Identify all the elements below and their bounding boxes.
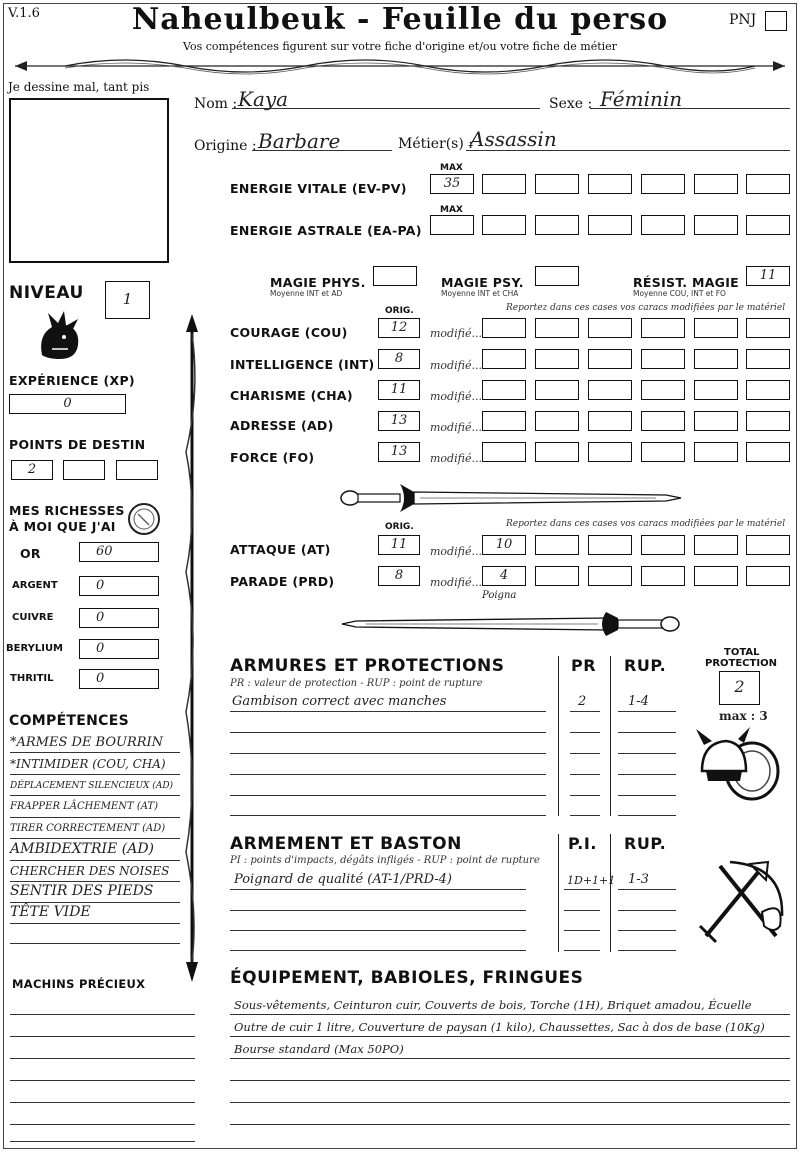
- magie-psy-sub: Moyenne INT et CHA: [441, 289, 519, 298]
- carac-mod-box[interactable]: [588, 349, 632, 369]
- attaque-label: ATTAQUE (AT): [230, 542, 331, 557]
- combat-orig-label: ORIG.: [385, 522, 414, 532]
- resist-magie-sub: Moyenne COU, INT et FO: [633, 289, 726, 298]
- weapons-icon: [690, 856, 790, 946]
- competence-line: [10, 795, 180, 796]
- carac-label-ad: ADRESSE (AD): [230, 418, 334, 433]
- arme-name[interactable]: Poignard de qualité (AT-1/PRD-4): [234, 872, 452, 887]
- sword-icon: [336, 604, 686, 644]
- berylium-box[interactable]: [79, 639, 159, 659]
- metier-field[interactable]: Assassin: [470, 127, 557, 151]
- arme-line: [230, 889, 526, 890]
- carac-mod-box[interactable]: [746, 442, 790, 462]
- armure-pr-line: [570, 815, 600, 816]
- competence-item[interactable]: TÊTE VIDE: [10, 904, 91, 920]
- parade-mod-box[interactable]: [588, 566, 632, 586]
- armures-col-divider: [558, 656, 559, 816]
- equipement-line: [230, 1014, 790, 1015]
- metier-label: Métier(s) :: [398, 136, 473, 152]
- carac-value-fo: 13: [390, 444, 408, 459]
- xp-box[interactable]: [9, 394, 126, 414]
- sword-icon: [336, 478, 686, 518]
- armure-rup-line: [618, 732, 676, 733]
- portrait-box[interactable]: [9, 98, 169, 263]
- competence-line: [10, 817, 180, 818]
- nom-field[interactable]: Kaya: [238, 87, 289, 111]
- berylium-label: BERYLIUM: [6, 643, 64, 654]
- ea-label: ENERGIE ASTRALE (EA-PA): [230, 223, 422, 238]
- carac-mod-box[interactable]: [641, 380, 685, 400]
- carac-mod-box[interactable]: [588, 380, 632, 400]
- ev-box-6[interactable]: [746, 174, 790, 194]
- caracs-orig-label: ORIG.: [385, 306, 414, 316]
- origine-field[interactable]: Barbare: [258, 129, 341, 153]
- arme-pi-line: [564, 889, 600, 890]
- modifie-label: modifié...: [430, 327, 482, 340]
- niveau-value: 1: [122, 290, 133, 308]
- ev-max-value: 35: [443, 176, 461, 191]
- arme-line: [230, 930, 526, 931]
- carac-mod-box[interactable]: [746, 380, 790, 400]
- modifie-label: modifié...: [430, 452, 482, 465]
- arme-pi-line: [564, 910, 600, 911]
- argent-label: ARGENT: [12, 580, 58, 591]
- carac-mod-box[interactable]: [694, 380, 738, 400]
- carac-orig-box-cha[interactable]: [378, 380, 420, 400]
- total-protection-label-1: TOTAL: [724, 647, 760, 658]
- magie-phys-box[interactable]: [373, 266, 417, 286]
- parade-mod-box[interactable]: [641, 566, 685, 586]
- armure-pr[interactable]: 2: [578, 694, 587, 709]
- carac-label-int: INTELLIGENCE (INT): [230, 357, 375, 372]
- armure-rup-line: [618, 815, 676, 816]
- ev-box-4[interactable]: [641, 174, 685, 194]
- modifie-label: modifié...: [430, 545, 482, 558]
- machins-line: [10, 1141, 195, 1142]
- equipement-line: [230, 1102, 790, 1103]
- cuivre-box[interactable]: [79, 608, 159, 628]
- arme-rup-line: [618, 950, 676, 951]
- machins-line: [10, 1014, 195, 1015]
- ea-box-2[interactable]: [535, 215, 579, 235]
- carac-mod-box[interactable]: [482, 380, 526, 400]
- modifie-label: modifié...: [430, 390, 482, 403]
- armure-line: [230, 795, 546, 796]
- armure-rup-line: [618, 753, 676, 754]
- carac-mod-box[interactable]: [535, 318, 579, 338]
- parade-mod-box[interactable]: [482, 566, 526, 586]
- competence-item[interactable]: *INTIMIDER (COU, CHA): [10, 757, 166, 771]
- arme-pi-line: [564, 930, 600, 931]
- staff-icon: [180, 312, 204, 984]
- carac-mod-box[interactable]: [482, 318, 526, 338]
- ea-box-5[interactable]: [694, 215, 738, 235]
- competence-item[interactable]: AMBIDEXTRIE (AD): [10, 841, 155, 857]
- pnj-checkbox[interactable]: [765, 11, 787, 31]
- portrait-caption: Je dessine mal, tant pis: [8, 80, 150, 94]
- niveau-label: NIVEAU: [9, 283, 84, 303]
- machins-label: MACHINS PRÉCIEUX: [12, 977, 146, 991]
- destin-box-3[interactable]: [116, 460, 158, 480]
- page-subtitle: Vos compétences figurent sur votre fiche d'origine et/ou votre fiche de métier: [183, 40, 617, 53]
- armure-name[interactable]: Gambison correct avec manches: [232, 694, 447, 709]
- armure-line: [230, 774, 546, 775]
- armure-rup-line: [618, 795, 676, 796]
- armures-pr-header: PR: [571, 656, 597, 675]
- carac-orig-box-cou[interactable]: [378, 318, 420, 338]
- carac-mod-box[interactable]: [482, 349, 526, 369]
- ea-box-3[interactable]: [588, 215, 632, 235]
- carac-mod-box[interactable]: [588, 411, 632, 431]
- competence-line: [10, 838, 180, 839]
- carac-mod-box[interactable]: [535, 411, 579, 431]
- armement-col-divider: [558, 834, 559, 952]
- ev-box-2[interactable]: [535, 174, 579, 194]
- competence-item[interactable]: DÉPLACEMENT SILENCIEUX (AD): [10, 781, 174, 791]
- armure-pr-line: [570, 795, 600, 796]
- competence-item[interactable]: FRAPPER LÂCHEMENT (AT): [10, 801, 158, 812]
- attaque-mod-box[interactable]: [588, 535, 632, 555]
- total-protection-label-2: PROTECTION: [705, 658, 777, 669]
- competence-item[interactable]: CHERCHER DES NOISES: [10, 864, 170, 878]
- armure-pr-line: [570, 774, 600, 775]
- equipement-title: ÉQUIPEMENT, BABIOLES, FRINGUES: [230, 968, 584, 988]
- armure-line: [230, 711, 546, 712]
- cuivre-label: CUIVRE: [12, 612, 54, 623]
- armure-pr-line: [570, 711, 600, 712]
- modifie-label: modifié...: [430, 359, 482, 372]
- competence-line: [10, 923, 180, 924]
- carac-label-fo: FORCE (FO): [230, 450, 315, 465]
- competence-line: [10, 943, 180, 944]
- parade-mod-box[interactable]: [694, 566, 738, 586]
- thritil-box[interactable]: [79, 669, 159, 689]
- carac-orig-box-fo[interactable]: [378, 442, 420, 462]
- carac-mod-box[interactable]: [694, 349, 738, 369]
- ev-max-box[interactable]: [430, 174, 474, 194]
- competence-item[interactable]: SENTIR DES PIEDS: [10, 883, 154, 899]
- attaque-orig-box[interactable]: [378, 535, 420, 555]
- parade-orig-box[interactable]: [378, 566, 420, 586]
- armement-sub: PI : points d'impacts, dégâts infligés - RUP : point de rupture: [230, 855, 540, 866]
- armures-title: ARMURES ET PROTECTIONS: [230, 656, 505, 676]
- competence-line: [10, 902, 180, 903]
- arme-rup-line: [618, 889, 676, 890]
- arme-rup-line: [618, 910, 676, 911]
- carac-mod-box[interactable]: [694, 442, 738, 462]
- page-title: Naheulbeuk - Feuille du perso: [131, 2, 669, 37]
- ev-label: ENERGIE VITALE (EV-PV): [230, 181, 407, 196]
- max-protection-label: max : 3: [719, 709, 768, 723]
- competence-item[interactable]: TIRER CORRECTEMENT (AD): [10, 823, 166, 834]
- destin-box-1[interactable]: [11, 460, 53, 480]
- richesses-label-2: À MOI QUE J'AI: [9, 519, 116, 534]
- combat-note: Reportez dans ces cases vos caracs modifiées par le matériel: [506, 519, 786, 529]
- attaque-mod-box[interactable]: [746, 535, 790, 555]
- ev-box-5[interactable]: [694, 174, 738, 194]
- carac-value-int: 8: [394, 351, 404, 366]
- caracs-note: Reportez dans ces cases vos caracs modifiées par le matériel: [506, 303, 786, 313]
- total-protection-box[interactable]: [719, 671, 760, 705]
- carac-mod-box[interactable]: [641, 349, 685, 369]
- competences-label: COMPÉTENCES: [9, 713, 129, 729]
- armement-title: ARMEMENT ET BASTON: [230, 834, 462, 854]
- sexe-label: Sexe :: [549, 96, 593, 112]
- destin-value: 2: [27, 462, 37, 477]
- sexe-field[interactable]: Féminin: [600, 87, 683, 111]
- armure-line: [230, 732, 546, 733]
- arme-pi-line: [564, 950, 600, 951]
- carac-value-cou: 12: [390, 320, 408, 335]
- or-box[interactable]: [79, 542, 159, 562]
- competence-line: [10, 774, 180, 775]
- equipement-line: [230, 1036, 790, 1037]
- arme-rup[interactable]: 1-3: [628, 872, 649, 887]
- armement-col-divider: [610, 834, 611, 952]
- carac-orig-box-ad[interactable]: [378, 411, 420, 431]
- carac-orig-box-int[interactable]: [378, 349, 420, 369]
- ev-max-label: MAX: [440, 163, 463, 173]
- machins-line: [10, 1036, 195, 1037]
- carac-mod-box[interactable]: [535, 349, 579, 369]
- attaque-mod-box[interactable]: [694, 535, 738, 555]
- parade-mod-box[interactable]: [535, 566, 579, 586]
- magie-psy-box[interactable]: [535, 266, 579, 286]
- parade-value: 8: [394, 568, 404, 583]
- competence-line: [10, 860, 180, 861]
- resist-magie-box[interactable]: [746, 266, 790, 286]
- niveau-box[interactable]: [105, 281, 150, 319]
- armure-rup-line: [618, 711, 676, 712]
- xp-label: EXPÉRIENCE (XP): [9, 373, 135, 388]
- dragon-icon: [34, 305, 86, 363]
- ribbon-ornament-icon: [5, 54, 795, 78]
- magie-phys-sub: Moyenne INT et AD: [270, 289, 343, 298]
- armure-pr-line: [570, 753, 600, 754]
- resist-magie-value: 11: [759, 268, 777, 283]
- armure-rup[interactable]: 1-4: [628, 694, 649, 709]
- resist-magie-label: RÉSIST. MAGIE: [633, 275, 740, 290]
- equipement-line-text[interactable]: Outre de cuir 1 litre, Couverture de paysan (1 kilo), Chaussettes, Sac à dos de base (10Kg): [234, 1020, 765, 1034]
- arme-line: [230, 910, 526, 911]
- ea-box-4[interactable]: [641, 215, 685, 235]
- magie-phys-label: MAGIE PHYS.: [270, 275, 366, 290]
- equipement-line: [230, 1058, 790, 1059]
- armement-pi-header: P.I.: [568, 834, 597, 853]
- parade-mod-value: 4: [499, 568, 509, 583]
- modifie-label: modifié...: [430, 576, 482, 589]
- ea-max-box[interactable]: [430, 215, 474, 235]
- armures-col-divider: [610, 656, 611, 816]
- attaque-mod-box[interactable]: [482, 535, 526, 555]
- attaque-mod-box[interactable]: [641, 535, 685, 555]
- helmet-shield-icon: [694, 725, 784, 805]
- competence-line: [10, 881, 180, 882]
- machins-line: [10, 1124, 195, 1125]
- or-value: 60: [96, 544, 113, 559]
- attaque-value: 11: [390, 537, 408, 552]
- carac-mod-box[interactable]: [694, 318, 738, 338]
- attaque-mod-value: 10: [495, 537, 513, 552]
- armure-line: [230, 753, 546, 754]
- armures-rup-header: RUP.: [624, 656, 667, 675]
- arme-line: [230, 950, 526, 951]
- parade-note: Poigna: [482, 590, 517, 601]
- arme-rup-line: [618, 930, 676, 931]
- berylium-value: 0: [96, 641, 105, 656]
- destin-box-2[interactable]: [63, 460, 105, 480]
- carac-mod-box[interactable]: [746, 411, 790, 431]
- ea-box-1[interactable]: [482, 215, 526, 235]
- ea-box-6[interactable]: [746, 215, 790, 235]
- carac-mod-box[interactable]: [694, 411, 738, 431]
- coin-icon: [127, 502, 161, 536]
- parade-label: PARADE (PRD): [230, 574, 335, 589]
- machins-line: [10, 1080, 195, 1081]
- nom-label: Nom :: [194, 96, 238, 112]
- argent-box[interactable]: [79, 576, 159, 596]
- arme-pi[interactable]: 1D+1+1: [567, 874, 616, 887]
- machins-line: [10, 1058, 195, 1059]
- carac-mod-box[interactable]: [641, 411, 685, 431]
- carac-mod-box[interactable]: [482, 442, 526, 462]
- competence-line: [10, 752, 180, 753]
- attaque-mod-box[interactable]: [535, 535, 579, 555]
- ev-box-1[interactable]: [482, 174, 526, 194]
- carac-mod-box[interactable]: [588, 442, 632, 462]
- carac-mod-box[interactable]: [746, 318, 790, 338]
- modifie-label: modifié...: [430, 421, 482, 434]
- cuivre-value: 0: [96, 610, 105, 625]
- richesses-label-1: MES RICHESSES: [9, 503, 125, 518]
- version-label: V.1.6: [8, 6, 40, 21]
- carac-label-cha: CHARISME (CHA): [230, 388, 353, 403]
- total-protection-value: 2: [734, 677, 745, 696]
- equipement-line: [230, 1124, 790, 1125]
- armure-line: [230, 815, 546, 816]
- carac-mod-box[interactable]: [482, 411, 526, 431]
- carac-mod-box[interactable]: [641, 318, 685, 338]
- carac-value-cha: 11: [390, 382, 408, 397]
- armures-sub: PR : valeur de protection - RUP : point de rupture: [230, 678, 483, 689]
- equipement-line-text[interactable]: Bourse standard (Max 50PO): [234, 1042, 404, 1056]
- ev-box-3[interactable]: [588, 174, 632, 194]
- equipement-line: [230, 1080, 790, 1081]
- xp-value: 0: [63, 396, 72, 411]
- machins-line: [10, 1102, 195, 1103]
- competence-item[interactable]: *ARMES DE BOURRIN: [10, 735, 164, 750]
- ea-max-label: MAX: [440, 205, 463, 215]
- carac-mod-box[interactable]: [588, 318, 632, 338]
- armement-rup-header: RUP.: [624, 834, 667, 853]
- parade-mod-box[interactable]: [746, 566, 790, 586]
- armure-rup-line: [618, 774, 676, 775]
- carac-mod-box[interactable]: [535, 380, 579, 400]
- thritil-label: THRITIL: [10, 673, 54, 684]
- equipement-line-text[interactable]: Sous-vêtements, Ceinturon cuir, Couverts de bois, Torche (1H), Briquet amadou, Écuelle: [234, 998, 752, 1012]
- carac-label-cou: COURAGE (COU): [230, 325, 348, 340]
- carac-mod-box[interactable]: [535, 442, 579, 462]
- magie-psy-label: MAGIE PSY.: [441, 275, 524, 290]
- or-label: OR: [20, 546, 41, 561]
- thritil-value: 0: [96, 671, 105, 686]
- carac-mod-box[interactable]: [641, 442, 685, 462]
- armure-pr-line: [570, 732, 600, 733]
- carac-value-ad: 13: [390, 413, 408, 428]
- origine-label: Origine :: [194, 138, 257, 154]
- carac-mod-box[interactable]: [746, 349, 790, 369]
- argent-value: 0: [96, 578, 105, 593]
- pnj-label: PNJ: [729, 12, 757, 28]
- destin-label: POINTS DE DESTIN: [9, 437, 146, 452]
